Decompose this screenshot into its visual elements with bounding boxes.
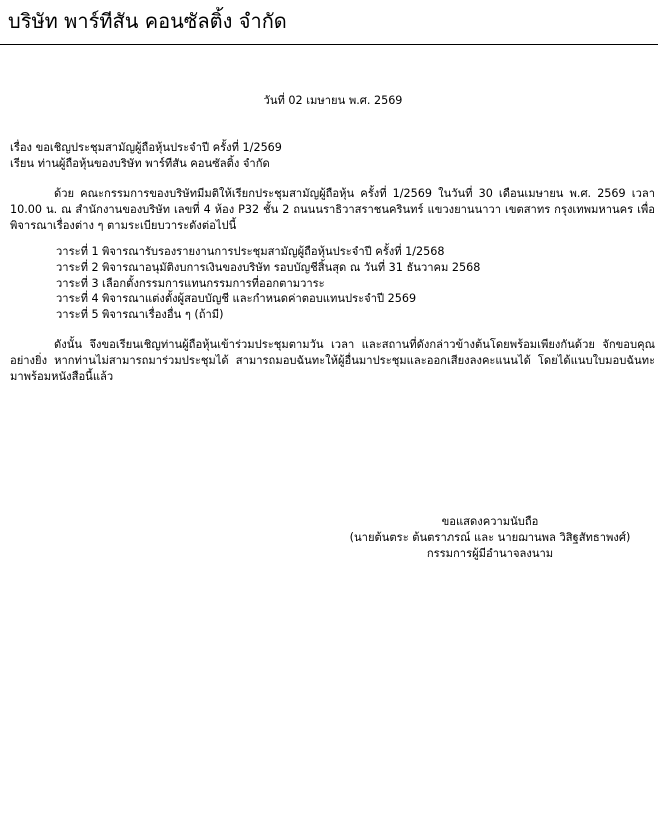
signatory-title: กรรมการผู้มีอำนาจลงนาม: [426, 546, 554, 560]
closing-paragraph: ดังนั้น จึงขอเรียนเชิญท่านผู้ถือหุ้นเข้าร่วมประชุมตามวัน เวลา และสถานที่ดังกล่าวข้างต้นโดยพร้อมเพียงกันด้วย จักขอบคุณอย่างยิ่ง หากท่านไม่สามารถมาร่วมประชุมได้ สามารถมอบฉันทะให้ผู้อื่นมาประชุมและออกเสียงลงคะแนนได้ โดยได้แนบใบมอบฉันทะมาพร้อมหนังสือนี้แล้ว: [10, 338, 655, 383]
letter-subject: เรื่อง ขอเชิญประชุมสามัญผู้ถือหุ้นประจำปี ครั้งที่ 1/2569: [10, 141, 282, 154]
agenda-list: [56, 244, 616, 323]
agenda-number: วาระที่ 5: [56, 308, 99, 322]
company-name: บริษัท พาร์ทีสัน คอนซัลติ้ง จำกัด: [8, 9, 287, 33]
subject-block: [10, 140, 650, 172]
agenda-item: [56, 291, 616, 307]
signoff: ขอแสดงความนับถือ: [441, 515, 539, 528]
agenda-item: [56, 307, 616, 323]
letter-recipient: เรียน ท่านผู้ถือหุ้นของบริษัท พาร์ทีสัน คอนซัลติ้ง จำกัด: [10, 156, 270, 170]
agenda-item: [56, 260, 616, 276]
letter-date: วันที่ 02 เมษายน พ.ศ. 2569: [263, 94, 403, 107]
letterhead: [0, 0, 658, 45]
agenda-number: วาระที่ 2: [56, 260, 99, 274]
intro-paragraph: ด้วย คณะกรรมการของบริษัทมีมติให้เรียกประชุมสามัญผู้ถือหุ้น ครั้งที่ 1/2569 ในวันที่ 30 เดือนเมษายน พ.ศ. 2569 เวลา 10.00 น. ณ สำนักงานของบริษัท เลขที่ 4 ห้อง P32 ชั้น 2 ถนนนราธิวาสราชนครินทร์ แขวงยานนาวา เขตสาทร กรุงเทพมหานคร เพื่อพิจารณาเรื่องต่าง ๆ ตามระเบียบวาระดังต่อไปนี้: [10, 187, 655, 232]
agenda-text: พิจารณาอนุมัติงบการเงินของบริษัท รอบบัญชีสิ้นสุด ณ วันที่ 31 ธันวาคม 2568: [102, 260, 481, 274]
signatory-names: (นายต้นตระ ต้นตราภรณ์ และ นายฌานพล วิสิฐสัทธาพงศ์): [349, 530, 631, 544]
agenda-text: เลือกตั้งกรรมการแทนกรรมการที่ออกตามวาระ: [102, 276, 325, 290]
agenda-number: วาระที่ 3: [56, 276, 99, 290]
agenda-item: [56, 276, 616, 292]
agenda-text: พิจารณาแต่งตั้งผู้สอบบัญชี และกำหนดค่าตอบแทนประจำปี 2569: [102, 292, 417, 306]
signature-block: [330, 514, 650, 561]
agenda-number: วาระที่ 4: [56, 292, 99, 306]
agenda-item: [56, 244, 616, 260]
agenda-number: วาระที่ 1: [56, 245, 99, 258]
agenda-text: พิจารณารับรองรายงานการประชุมสามัญผู้ถือหุ้นประจำปี ครั้งที่ 1/2568: [102, 245, 445, 258]
agenda-text: พิจารณาเรื่องอื่น ๆ (ถ้ามี): [102, 308, 224, 322]
